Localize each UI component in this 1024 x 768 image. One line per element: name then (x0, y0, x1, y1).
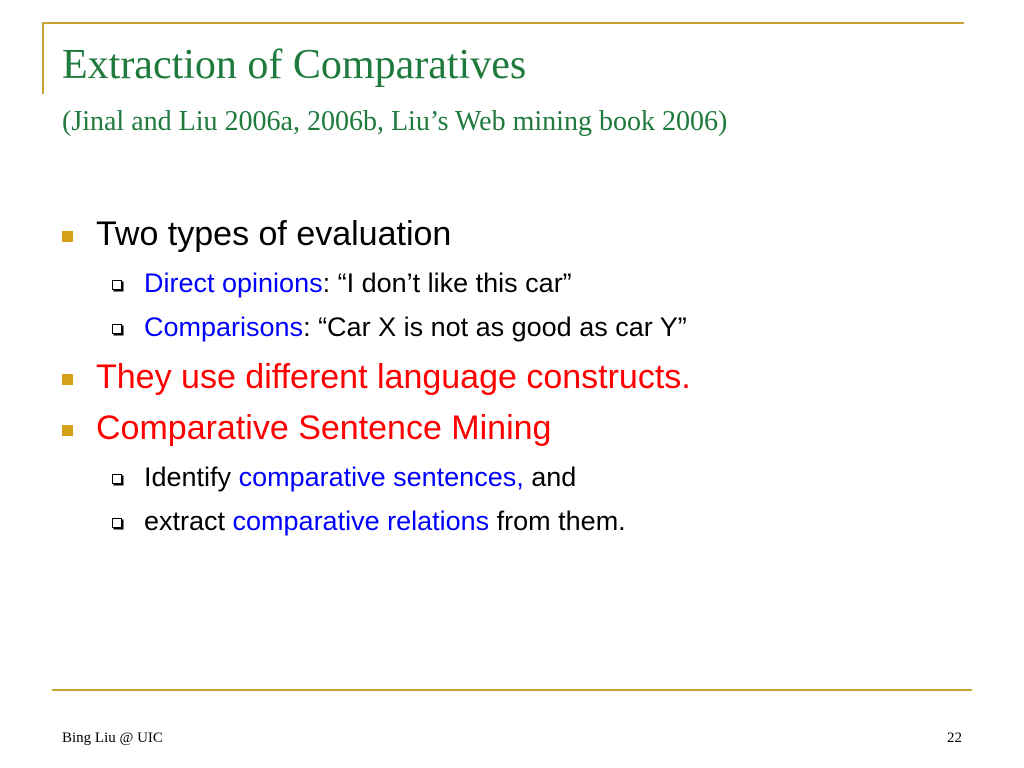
bullet-comparative-mining: Comparative Sentence Mining (96, 409, 552, 447)
bullet-square-icon (62, 374, 73, 385)
bullet-square-icon (62, 231, 73, 242)
slide-title: Extraction of Comparatives (62, 42, 527, 88)
left-rule (42, 22, 44, 94)
text-extract: extract (144, 506, 233, 536)
term-comparative-relations: comparative relations (232, 506, 490, 536)
text-and: and (523, 462, 577, 492)
text-comparisons: : “Car X is not as good as car Y” (303, 312, 687, 342)
sub-bullet-box-icon (112, 518, 122, 528)
sub-bullet-extract (144, 508, 626, 535)
sub-bullet-box-icon (112, 324, 122, 334)
bottom-rule (52, 689, 972, 691)
term-direct-opinions: Direct opinions (144, 268, 323, 298)
term-comparative-sentences: comparative sentences, (238, 462, 524, 492)
text-from-them: from them. (489, 506, 626, 536)
sub-bullet-direct-opinions (144, 270, 572, 297)
text-identify: Identify (144, 462, 239, 492)
sub-bullet-box-icon (112, 474, 122, 484)
top-rule (42, 22, 964, 24)
bullet-language-constructs: They use different language constructs. (96, 358, 691, 396)
sub-bullet-comparisons (144, 314, 687, 341)
footer-author: Bing Liu @ UIC (62, 730, 163, 746)
sub-bullet-identify (144, 464, 576, 491)
page-number: 22 (947, 730, 962, 746)
text-direct-opinions: : “I don’t like this car” (322, 268, 572, 298)
bullet-two-types: Two types of evaluation (96, 215, 452, 253)
term-comparisons: Comparisons (144, 312, 304, 342)
bullet-square-icon (62, 425, 73, 436)
sub-bullet-box-icon (112, 280, 122, 290)
slide-subtitle: (Jinal and Liu 2006a, 2006b, Liu’s Web mining book 2006) (62, 106, 728, 137)
